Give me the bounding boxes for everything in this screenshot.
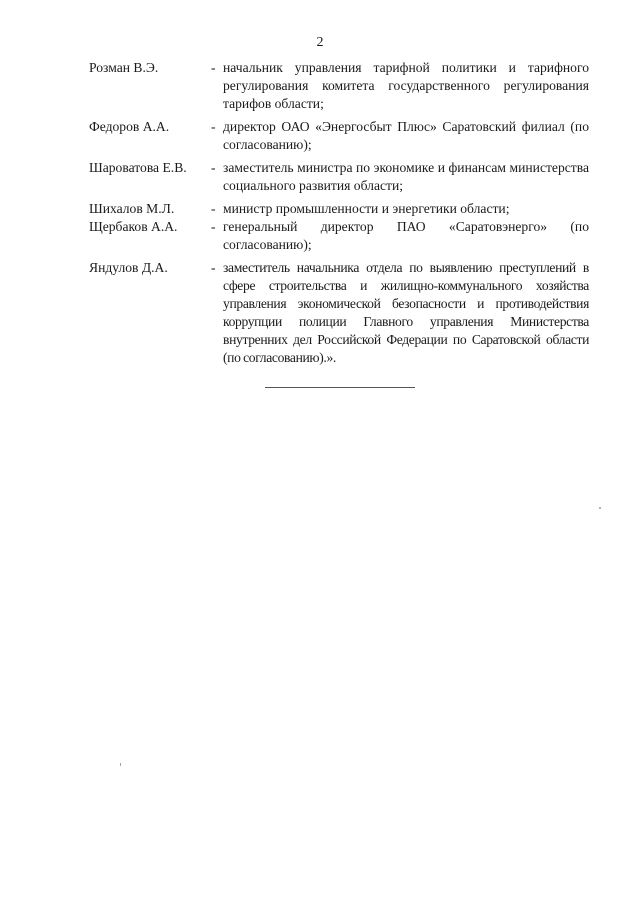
member-entry — [89, 59, 589, 113]
dash-separator: - — [211, 201, 216, 216]
member-name: Шихалов М.Л. — [89, 201, 175, 216]
member-position: заместитель министра по экономике и финансам министерства социального развития области; — [223, 160, 589, 193]
scan-speck — [599, 507, 601, 509]
member-list — [89, 59, 589, 367]
member-name: Розман В.Э. — [89, 60, 159, 75]
member-position: директор ОАО «Энергосбыт Плюс» Саратовский филиал (по согласованию); — [223, 119, 589, 152]
dash-separator: - — [211, 60, 216, 75]
closing-divider-line — [265, 387, 415, 388]
dash-separator: - — [211, 219, 216, 234]
scan-speck — [120, 763, 121, 766]
member-name: Яндулов Д.А. — [89, 260, 168, 275]
member-position: заместитель начальника отдела по выявлению преступлений в сфере строительства и жилищно-коммунального хозяйства управления экономической безопасности и противодействия коррупции полиции Главного управления Министерства внутренних дел Российской Федерации по Саратовской области (по согласованию).». — [223, 260, 589, 365]
dash-separator: - — [211, 160, 216, 175]
member-position: генеральный директор ПАО «Саратовэнерго» (по согласованию); — [223, 219, 589, 252]
member-entry — [89, 118, 589, 154]
dash-separator: - — [211, 119, 216, 134]
member-name: Федоров А.А. — [89, 119, 170, 134]
member-position: начальник управления тарифной политики и тарифного регулирования комитета государственного регулирования тарифов области; — [223, 60, 589, 111]
member-entry — [89, 200, 589, 218]
member-entry — [89, 159, 589, 195]
page-number: 2 — [316, 35, 324, 50]
dash-separator: - — [211, 260, 216, 275]
member-entry — [89, 218, 589, 254]
member-entry — [89, 259, 589, 367]
member-name: Шароватова Е.В. — [89, 160, 187, 175]
member-position: министр промышленности и энергетики области; — [223, 201, 510, 216]
member-name: Щербаков А.А. — [89, 219, 178, 234]
